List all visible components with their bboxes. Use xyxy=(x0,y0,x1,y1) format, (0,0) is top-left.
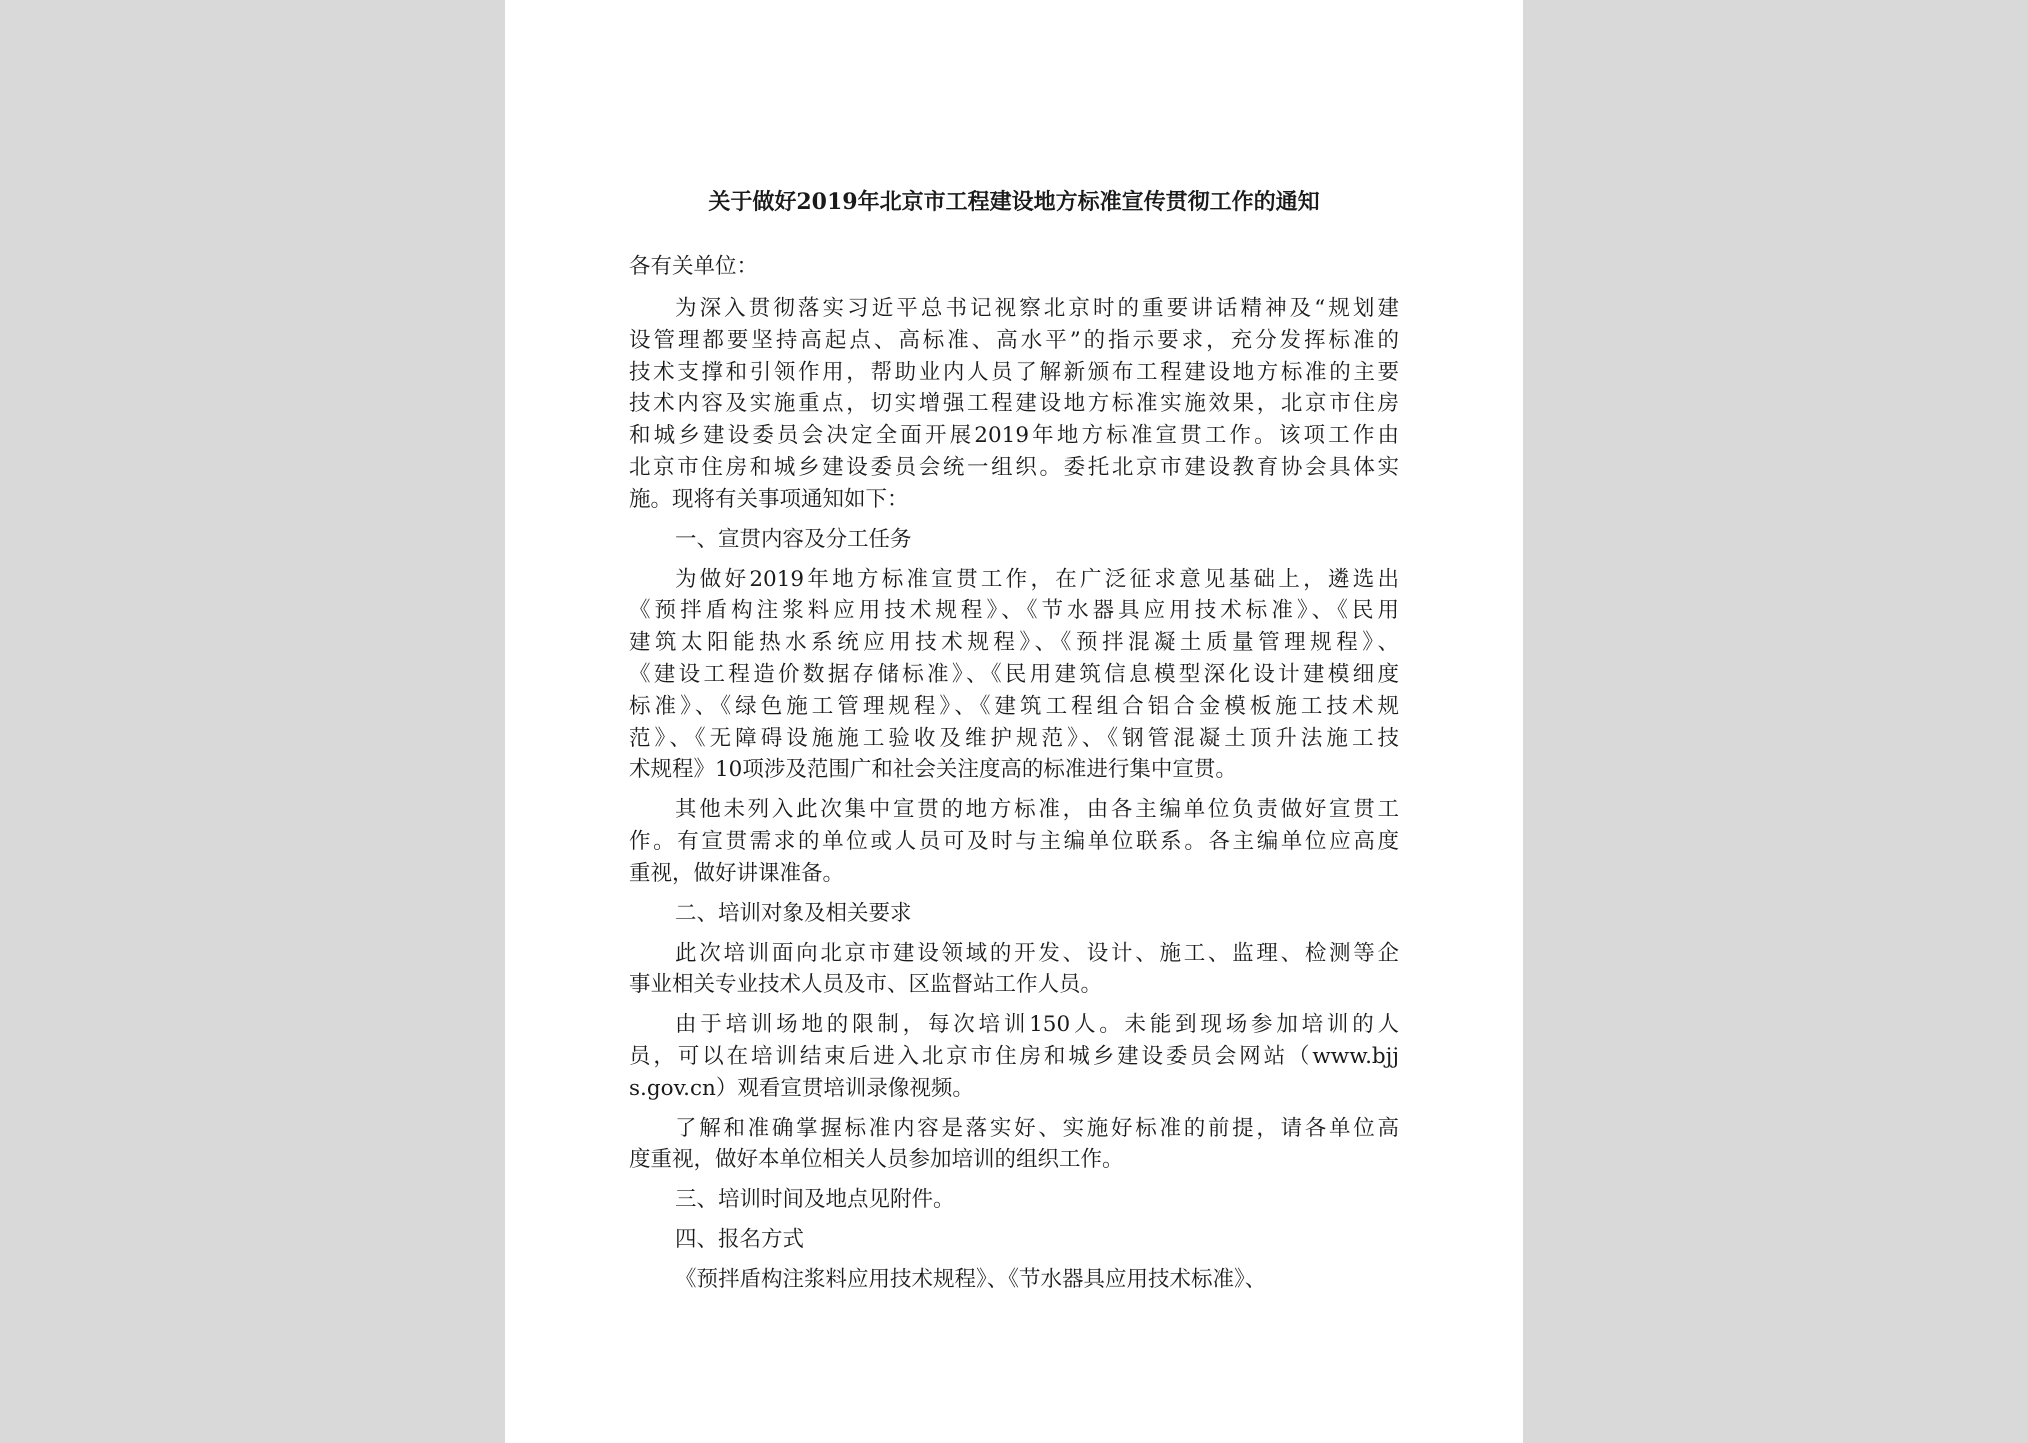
paragraph-line: 了解和准确掌握标准内容是落实好、实施好标准的前提，请各单位高 xyxy=(675,1115,1399,1141)
section-heading-3: 三、培训时间及地点见附件。 xyxy=(675,1187,955,1213)
paragraph-line: 北京市住房和城乡建设委员会统一组织。委托北京市建设教育协会具体实 xyxy=(629,454,1399,480)
paragraph-line: 建筑太阳能热水系统应用技术规程》、《预拌混凝土质量管理规程》、 xyxy=(629,630,1399,656)
document-page xyxy=(505,0,1523,1443)
registration-standards-line: 《预拌盾构注浆料应用技术规程》、《节水器具应用技术标准》、 xyxy=(675,1267,1267,1293)
paragraph-line: 为做好2019年地方标准宣贯工作，在广泛征求意见基础上，遴选出 xyxy=(675,566,1399,592)
paragraph-intro xyxy=(629,293,1399,516)
paragraph-line: 术规程》10项涉及范围广和社会关注度高的标准进行集中宣贯。 xyxy=(629,757,1237,783)
section-heading-2: 二、培训对象及相关要求 xyxy=(675,900,912,926)
paragraph-line: 为深入贯彻落实习近平总书记视察北京时的重要讲话精神及“规划建 xyxy=(675,296,1399,321)
paragraph-line: 施。现将有关事项通知如下： xyxy=(629,486,909,512)
paragraph-line: 标准》、《绿色施工管理规程》、《建筑工程组合铝合金模板施工技术规 xyxy=(629,693,1399,719)
section-heading-4: 四、报名方式 xyxy=(675,1227,805,1253)
paragraph-training-limit xyxy=(629,1009,1399,1104)
paragraph-training-target xyxy=(629,938,1399,1002)
paragraph-other-standards xyxy=(629,794,1399,889)
paragraph-understanding xyxy=(629,1113,1399,1177)
paragraph-line: 《预拌盾构注浆料应用技术规程》、《节水器具应用技术标准》、《民用 xyxy=(629,598,1399,624)
section-heading-1: 一、宣贯内容及分工任务 xyxy=(675,526,912,552)
paragraph-line: s.gov.cn）观看宣贯培训录像视频。 xyxy=(629,1075,974,1101)
paragraph-line: 技术支撑和引领作用，帮助业内人员了解新颁布工程建设地方标准的主要 xyxy=(629,359,1399,385)
paragraph-line: 事业相关专业技术人员及市、区监督站工作人员。 xyxy=(629,972,1103,998)
page-content xyxy=(629,181,1399,1304)
paragraph-line: 作。有宣贯需求的单位或人员可及时与主编单位联系。各主编单位应高度 xyxy=(629,828,1399,854)
paragraph-line: 设管理都要坚持高起点、高标准、高水平”的指示要求，充分发挥标准的 xyxy=(629,327,1399,353)
document-title: 关于做好2019年北京市工程建设地方标准宣传贯彻工作的通知 xyxy=(708,189,1320,215)
paragraph-line: 此次培训面向北京市建设领域的开发、设计、施工、监理、检测等企 xyxy=(675,940,1399,966)
paragraph-line: 度重视，做好本单位相关人员参加培训的组织工作。 xyxy=(629,1147,1124,1173)
salutation: 各有关单位： xyxy=(629,254,759,279)
paragraph-line: 由于培训场地的限制，每次培训150人。未能到现场参加培训的人 xyxy=(675,1012,1399,1038)
paragraph-line: 《建设工程造价数据存储标准》、《民用建筑信息模型深化设计建模细度 xyxy=(629,661,1399,687)
paragraph-line: 其他未列入此次集中宣贯的地方标准，由各主编单位负责做好宣贯工 xyxy=(675,797,1399,823)
paragraph-line: 重视，做好讲课准备。 xyxy=(629,860,845,886)
paragraph-line: 员，可以在培训结束后进入北京市住房和城乡建设委员会网站（www.bjj xyxy=(629,1043,1399,1069)
paragraph-line: 技术内容及实施重点，切实增强工程建设地方标准实施效果，北京市住房 xyxy=(629,391,1399,417)
paragraph-standards-list xyxy=(629,564,1399,787)
paragraph-line: 和城乡建设委员会决定全面开展2019年地方标准宣贯工作。该项工作由 xyxy=(629,423,1399,449)
paragraph-line: 范》、《无障碍设施施工验收及维护规范》、《钢管混凝土顶升法施工技 xyxy=(629,725,1399,751)
